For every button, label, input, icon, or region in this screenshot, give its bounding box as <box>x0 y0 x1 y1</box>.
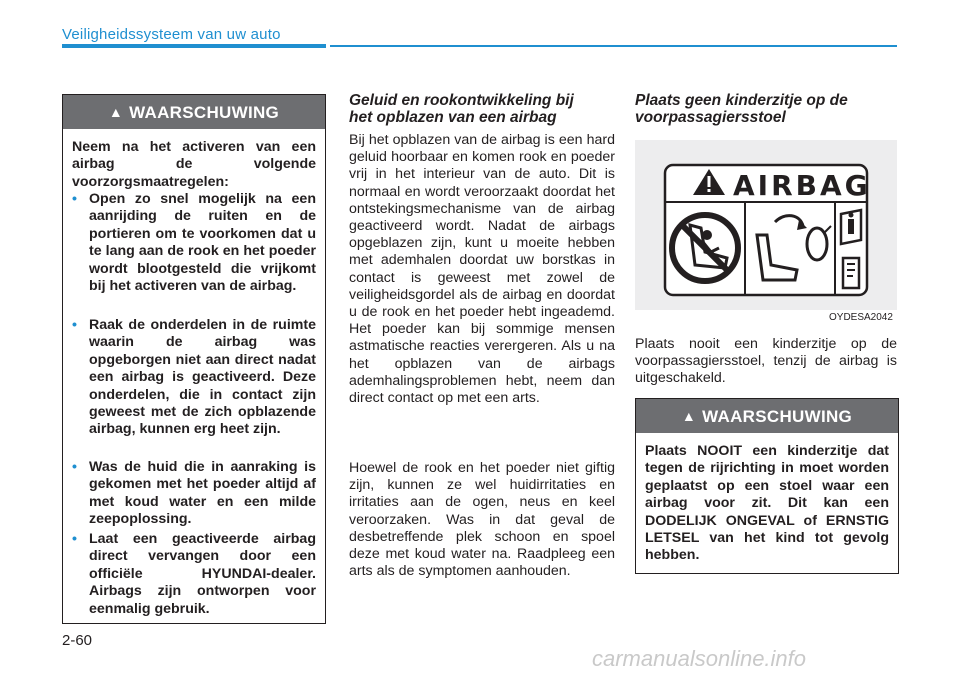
header-rule-thin <box>330 45 897 47</box>
section-header: Veiligheidssysteem van uw auto <box>62 26 281 43</box>
airbag-label-text: AIRBAG <box>733 169 871 202</box>
warning-triangle-icon: ▲ <box>108 104 124 120</box>
bullet-dot-icon: • <box>72 317 77 333</box>
warning-label: WAARSCHUWING <box>129 103 280 122</box>
warning-box-child-seat <box>635 398 899 574</box>
warning-header <box>63 95 325 129</box>
bullet-dot-icon: • <box>72 531 77 547</box>
warning-intro: Neem na het activeren van een airbag de volgende voorzorgsmaatregelen: <box>72 139 316 190</box>
paragraph-smoke-2: Hoewel de rook en het poeder niet giftig zijn, kunnen ze wel huidirritaties en irritaties aan de ogen, neus en keel veroorzaken. Was in dat geval de desbetreffende plek schoon en spoel deze met koud water na. Raadpleeg een arts als de symptomen aanhouden. <box>349 460 615 580</box>
section-title-child-seat: Plaats geen kinderzitje op de voorpassagiersstoel <box>635 92 848 126</box>
figure-caption: OYDESA2042 <box>829 312 893 323</box>
warning-header <box>636 399 898 433</box>
watermark: carmanualsonline.info <box>592 646 807 671</box>
section-title-smoke: Geluid en rookontwikkeling bij het opblazen van een airbag <box>349 92 574 126</box>
warning-box-airbag-activation <box>62 94 326 624</box>
airbag-warning-label-figure <box>635 140 897 310</box>
warning-bullet: • Laat een geactiveerde airbag direct vervangen door een officiële HYUNDAI-dealer. Airbags zijn ontworpen voor eenmalig gebruik. <box>72 531 316 617</box>
warning-bullet: • Was de huid die in aanraking is gekomen met het poeder altijd af met koud water en een milde zeepoplossing. <box>72 459 316 528</box>
airbag-label-illustration <box>635 140 897 310</box>
header-rule-thick <box>62 44 326 48</box>
paragraph-child-seat: Plaats nooit een kinderzitje op de voorpassagiersstoel, tenzij de airbag is uitgeschakeld. <box>635 336 897 387</box>
warning-label: WAARSCHUWING <box>702 407 853 426</box>
warning-bullet: • Raak de onderdelen in de ruimte waarin de airbag was opgeborgen niet aan direct nadat een airbag is geactiveerd. Deze onderdelen, die in contact zijn geweest met de zich opblazende airbag, kunnen erg heet zijn. <box>72 317 316 438</box>
warning-text: Plaats NOOIT een kinderzitje dat tegen de rijrichting in moet worden geplaatst op een stoel waar een airbag voor zit. Dit kan een DODELIJK ONGEVAL of ERNSTIG LETSEL van het kind tot gevolg hebben. <box>645 443 889 564</box>
bullet-dot-icon: • <box>72 459 77 475</box>
page-number: 2-60 <box>62 632 93 649</box>
warning-triangle-icon: ▲ <box>681 408 697 424</box>
paragraph-smoke-1: Bij het opblazen van de airbag is een hard geluid hoorbaar en komen rook en poeder vrij in het interieur van de auto. Dit is normaal en wordt veroorzaakt doordat het ontstekingsmechanisme van de airbag geactiveerd wordt. Nadat de airbags opgeblazen zijn, kunt u moeite hebben met ademhalen doordat uw borstkas in contact is geweest met zowel de veiligheidsgordel als de airbag en doordat u de rook en het poeder hebt ingeademd. Het poeder kan bij sommige mensen astmatische reacties verergeren. Als u na het opblazen van de airbags ademhalingsproblemen hebt, neem dan direct contact op met een arts. <box>349 132 615 407</box>
warning-bullet: • Open zo snel mogelijk na een aanrijding de ruiten en de portieren om te voorkomen dat u te lang aan de rook en het poeder wordt blootgesteld die vrijkomt bij het activeren van de airbag. <box>72 191 316 295</box>
bullet-dot-icon: • <box>72 191 77 207</box>
